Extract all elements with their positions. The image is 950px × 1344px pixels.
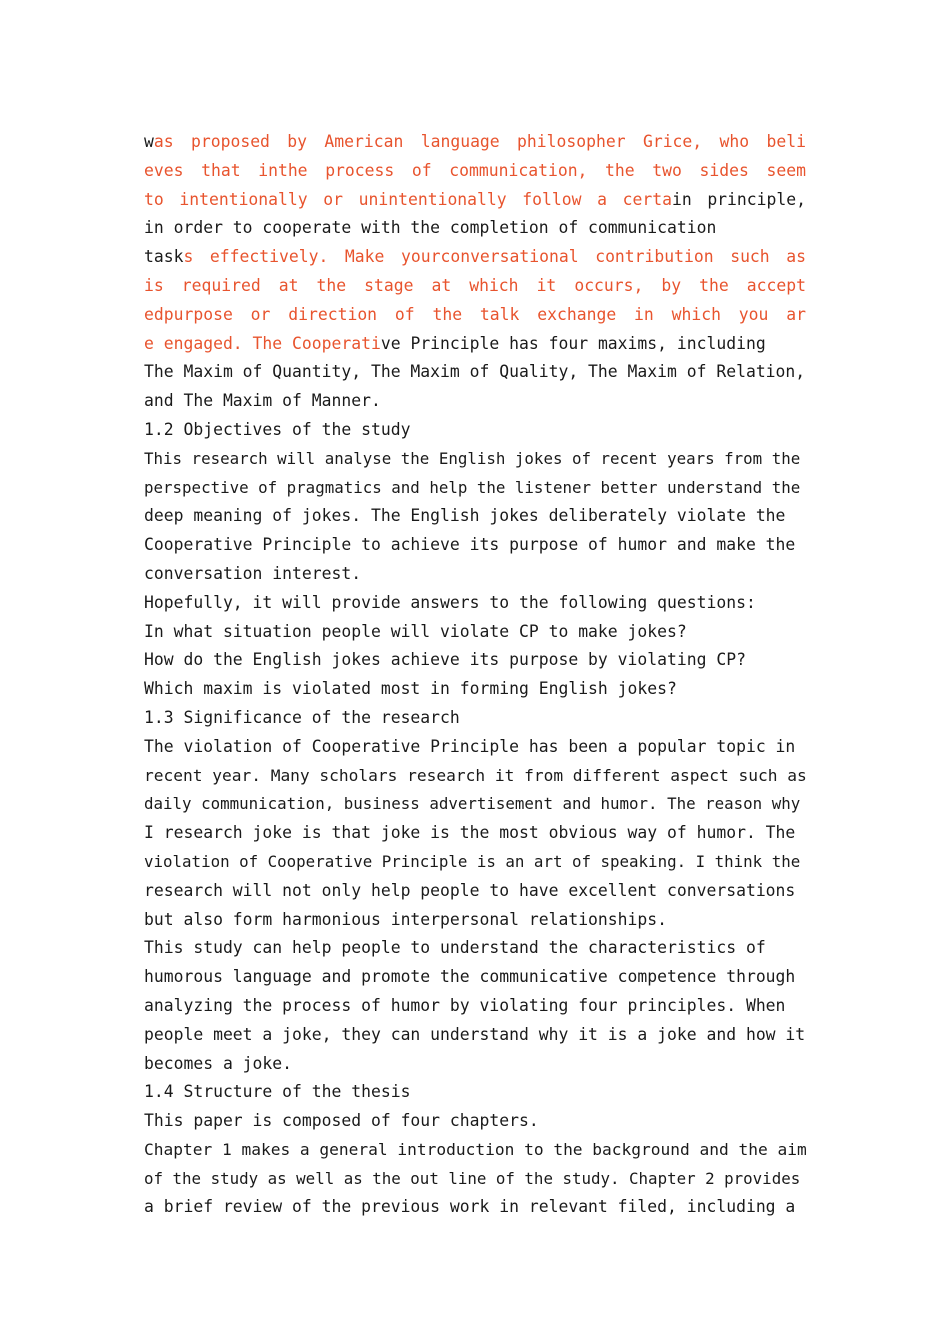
section-heading: 1.2 Objectives of the study bbox=[144, 419, 411, 439]
section-heading: 1.4 Structure of the thesis bbox=[144, 1082, 411, 1102]
text-line: Hopefully, it will provide answers to the following questions: bbox=[144, 592, 756, 612]
document-body bbox=[144, 128, 806, 1222]
text-line: but also form harmonious interpersonal relationships. bbox=[144, 909, 668, 929]
text-line: in order to cooperate with the completion of communication bbox=[144, 218, 717, 238]
text-run: task bbox=[144, 247, 184, 267]
question-item: How do the English jokes achieve its purpose by violating CP? bbox=[144, 650, 746, 670]
highlighted-text-run: to intentionally or unintentionally follow a certa bbox=[144, 189, 672, 209]
text-line: perspective of pragmatics and help the listener better understand the bbox=[144, 477, 801, 497]
text-line bbox=[144, 243, 806, 272]
text-line: This study can help people to understand the characteristics of bbox=[144, 938, 766, 958]
highlighted-text-run: as proposed by American language philosopher Grice, who beli bbox=[153, 132, 806, 151]
text-line: conversation interest. bbox=[144, 563, 362, 583]
text-line: I research joke is that joke is the most obvious way of humor. The bbox=[144, 823, 796, 843]
text-line: The Maxim of Quantity, The Maxim of Quality, The Maxim of Relation, bbox=[144, 362, 806, 382]
highlighted-text-line: edpurpose or direction of the talk exchange in which you ar bbox=[144, 304, 806, 324]
text-line: This research will analyse the English jokes of recent years from the bbox=[144, 448, 801, 468]
section-heading: 1.3 Significance of the research bbox=[144, 707, 460, 727]
text-line: Chapter 1 makes a general introduction to the background and the aim bbox=[144, 1139, 807, 1159]
text-line bbox=[144, 128, 806, 157]
text-line: a brief review of the previous work in relevant filed, including a bbox=[144, 1197, 796, 1217]
text-run: in principle, bbox=[671, 189, 806, 209]
highlighted-text-run: s effectively. Make yourconversational contribution such as bbox=[183, 247, 806, 267]
text-line: becomes a joke. bbox=[144, 1053, 293, 1073]
highlighted-text-line: is required at the stage at which it occurs, by the accept bbox=[144, 275, 806, 295]
text-line: of the study as well as the out line of the study. Chapter 2 provides bbox=[144, 1168, 801, 1188]
text-line: daily communication, business advertisement and humor. The reason why bbox=[144, 794, 801, 814]
text-line: The violation of Cooperative Principle has been a popular topic in bbox=[144, 736, 796, 756]
text-line: humorous language and promote the communicative competence through bbox=[144, 967, 796, 987]
text-run: ve Principle has four maxims, including bbox=[380, 333, 766, 353]
text-line: recent year. Many scholars research it from different aspect such as bbox=[144, 765, 807, 785]
text-line: analyzing the process of humor by violating four principles. When bbox=[144, 995, 786, 1015]
text-line: deep meaning of jokes. The English jokes deliberately violate the bbox=[144, 506, 786, 526]
text-line bbox=[144, 186, 806, 215]
text-line: research will not only help people to have excellent conversations bbox=[144, 880, 796, 900]
text-line: and The Maxim of Manner. bbox=[144, 391, 381, 411]
question-item: Which maxim is violated most in forming English jokes? bbox=[144, 679, 677, 699]
text-line: Cooperative Principle to achieve its purpose of humor and make the bbox=[144, 535, 796, 555]
highlighted-text-run: e engaged. The Cooperati bbox=[144, 333, 381, 353]
highlighted-text-line: eves that inthe process of communication, the two sides seem bbox=[144, 160, 806, 180]
text-line: This paper is composed of four chapters. bbox=[144, 1111, 539, 1131]
text-line: people meet a joke, they can understand why it is a joke and how it bbox=[144, 1024, 806, 1044]
text-line: violation of Cooperative Principle is an art of speaking. I think the bbox=[144, 851, 801, 871]
question-item: In what situation people will violate CP to make jokes? bbox=[144, 621, 687, 641]
text-line bbox=[144, 330, 806, 359]
text-run: w bbox=[144, 132, 154, 151]
